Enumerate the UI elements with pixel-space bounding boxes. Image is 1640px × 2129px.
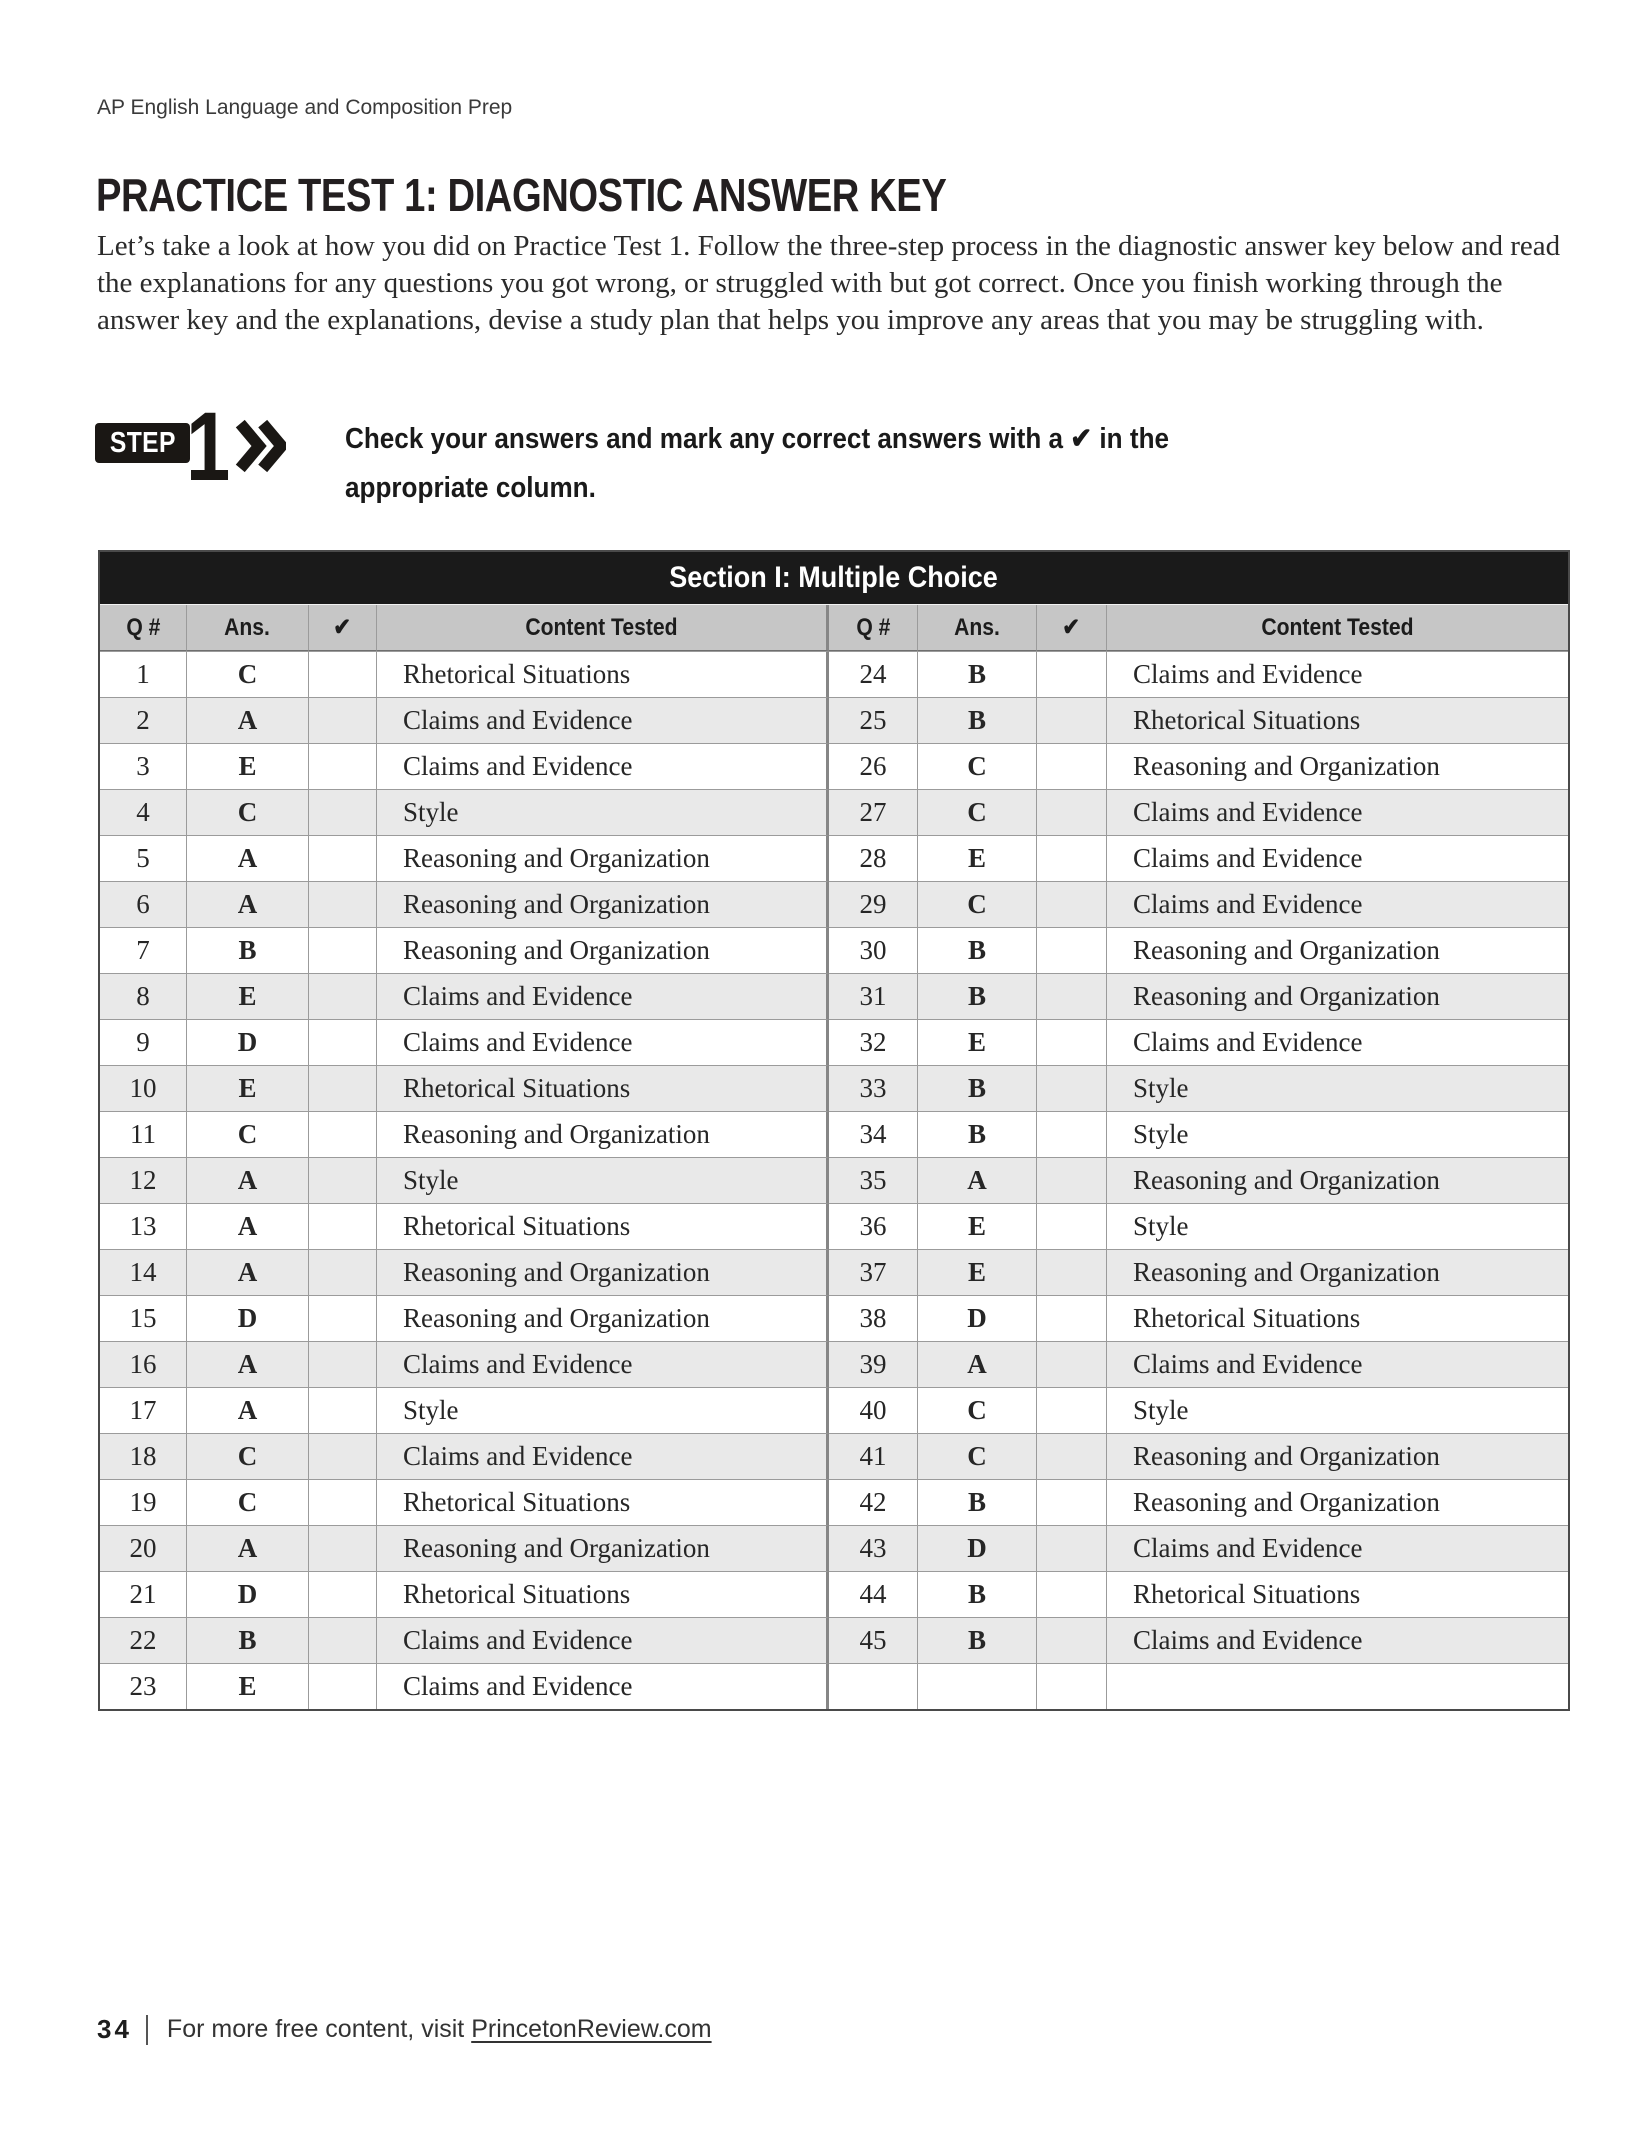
check-cell — [309, 835, 377, 881]
qnum-cell: 26 — [829, 743, 918, 789]
princeton-review-link[interactable]: PrincetonReview.com — [471, 2015, 712, 2043]
answer-cell: B — [918, 973, 1037, 1019]
step-number: 1 — [186, 392, 231, 501]
content-cell: Claims and Evidence — [1107, 651, 1568, 697]
content-cell: Claims and Evidence — [377, 1433, 829, 1479]
qnum-cell: 41 — [829, 1433, 918, 1479]
check-cell — [309, 927, 377, 973]
qnum-cell: 31 — [829, 973, 918, 1019]
qnum-cell: 29 — [829, 881, 918, 927]
qnum-cell: 36 — [829, 1203, 918, 1249]
content-cell: Style — [377, 789, 829, 835]
answer-cell: A — [918, 1157, 1037, 1203]
qnum-cell: 44 — [829, 1571, 918, 1617]
check-cell — [1037, 1571, 1107, 1617]
qnum-cell: 12 — [100, 1157, 187, 1203]
qnum-cell: 38 — [829, 1295, 918, 1341]
content-cell: Rhetorical Situations — [377, 651, 829, 697]
content-cell: Reasoning and Organization — [1107, 1479, 1568, 1525]
content-cell: Reasoning and Organization — [1107, 927, 1568, 973]
answer-cell: A — [187, 1387, 309, 1433]
content-cell: Style — [1107, 1203, 1568, 1249]
check-cell — [309, 881, 377, 927]
content-cell: Claims and Evidence — [377, 1663, 829, 1709]
content-cell: Reasoning and Organization — [377, 927, 829, 973]
qnum-cell: 32 — [829, 1019, 918, 1065]
page-number: 34 — [97, 2014, 132, 2044]
qnum-cell: 1 — [100, 651, 187, 697]
qnum-cell: 10 — [100, 1065, 187, 1111]
check-cell — [309, 1479, 377, 1525]
qnum-cell: 20 — [100, 1525, 187, 1571]
answer-cell: E — [918, 1203, 1037, 1249]
answer-cell: A — [187, 1203, 309, 1249]
content-cell: Claims and Evidence — [1107, 789, 1568, 835]
check-cell — [309, 1571, 377, 1617]
content-cell: Claims and Evidence — [377, 743, 829, 789]
check-cell — [1037, 1157, 1107, 1203]
check-cell — [1037, 881, 1107, 927]
answer-cell: E — [918, 1019, 1037, 1065]
content-cell: Claims and Evidence — [1107, 835, 1568, 881]
intro-line: Let’s take a look at how you did on Practice Test 1. Follow the three-step process in the diagnostic answer key below and read — [97, 230, 1561, 262]
qnum-cell: 13 — [100, 1203, 187, 1249]
check-cell — [309, 789, 377, 835]
check-cell — [309, 651, 377, 697]
qnum-cell: 19 — [100, 1479, 187, 1525]
answer-key-table — [98, 550, 1570, 1711]
header-ans-right: Ans. — [918, 605, 1037, 651]
check-cell — [1037, 743, 1107, 789]
check-cell — [309, 697, 377, 743]
answer-cell: E — [918, 1249, 1037, 1295]
step-badge-label: STEP — [109, 426, 176, 459]
check-cell — [1037, 1295, 1107, 1341]
check-cell — [1037, 1065, 1107, 1111]
check-cell — [1037, 1341, 1107, 1387]
answer-key-grid — [100, 605, 1568, 1709]
answer-cell: B — [918, 1479, 1037, 1525]
answer-cell: D — [187, 1295, 309, 1341]
qnum-cell: 30 — [829, 927, 918, 973]
check-cell — [309, 1617, 377, 1663]
answer-cell: C — [187, 789, 309, 835]
qnum-cell: 21 — [100, 1571, 187, 1617]
check-cell — [1037, 1433, 1107, 1479]
qnum-cell: 7 — [100, 927, 187, 973]
qnum-cell: 3 — [100, 743, 187, 789]
answer-cell: B — [187, 927, 309, 973]
qnum-cell: 34 — [829, 1111, 918, 1157]
page-title-text: PRACTICE TEST 1: DIAGNOSTIC ANSWER KEY — [96, 169, 947, 221]
answer-cell: D — [187, 1571, 309, 1617]
content-cell: Claims and Evidence — [377, 1019, 829, 1065]
answer-cell: D — [918, 1295, 1037, 1341]
check-cell — [1037, 835, 1107, 881]
content-cell: Style — [1107, 1387, 1568, 1433]
content-cell: Style — [377, 1157, 829, 1203]
qnum-cell: 6 — [100, 881, 187, 927]
content-cell: Claims and Evidence — [377, 973, 829, 1019]
check-cell — [309, 973, 377, 1019]
header-check-icon-right: ✔ — [1037, 605, 1107, 651]
answer-cell: A — [187, 881, 309, 927]
answer-cell: E — [187, 973, 309, 1019]
header-content-right: Content Tested — [1107, 605, 1568, 651]
qnum-cell: 4 — [100, 789, 187, 835]
answer-cell: E — [187, 743, 309, 789]
qnum-cell: 22 — [100, 1617, 187, 1663]
content-cell: Rhetorical Situations — [377, 1065, 829, 1111]
answer-cell: E — [187, 1065, 309, 1111]
answer-cell: C — [918, 743, 1037, 789]
header-check-icon-left: ✔ — [309, 605, 377, 651]
check-cell — [1037, 1479, 1107, 1525]
check-cell — [1037, 973, 1107, 1019]
answer-cell: A — [187, 1341, 309, 1387]
check-cell — [1037, 1203, 1107, 1249]
content-cell: Claims and Evidence — [1107, 1019, 1568, 1065]
table-section-title: Section I: Multiple Choice — [669, 561, 999, 594]
content-cell: Reasoning and Organization — [1107, 1249, 1568, 1295]
header-ans-left: Ans. — [187, 605, 309, 651]
qnum-cell: 9 — [100, 1019, 187, 1065]
content-cell: Rhetorical Situations — [1107, 1295, 1568, 1341]
answer-cell: A — [187, 697, 309, 743]
qnum-cell: 24 — [829, 651, 918, 697]
check-cell — [1037, 1019, 1107, 1065]
content-cell: Rhetorical Situations — [377, 1203, 829, 1249]
qnum-cell: 28 — [829, 835, 918, 881]
check-cell — [309, 1157, 377, 1203]
step-badge — [95, 423, 190, 463]
header-qnum-left: Q # — [100, 605, 187, 651]
check-cell — [309, 743, 377, 789]
check-cell — [309, 1341, 377, 1387]
content-cell: Style — [1107, 1065, 1568, 1111]
content-cell: Rhetorical Situations — [1107, 1571, 1568, 1617]
answer-cell: E — [918, 835, 1037, 881]
check-cell — [309, 1295, 377, 1341]
step-instruction-line: appropriate column. — [345, 472, 596, 504]
content-cell: Claims and Evidence — [377, 1341, 829, 1387]
table-section-header — [100, 552, 1568, 605]
answer-cell: D — [918, 1525, 1037, 1571]
answer-cell: B — [918, 1571, 1037, 1617]
answer-cell: C — [918, 1387, 1037, 1433]
check-cell — [1037, 1525, 1107, 1571]
check-cell — [1037, 1617, 1107, 1663]
footer-text: For more free content, visit PrincetonReview.com — [166, 2015, 712, 2043]
content-cell: Rhetorical Situations — [377, 1479, 829, 1525]
check-cell — [1037, 651, 1107, 697]
qnum-cell: 45 — [829, 1617, 918, 1663]
page-title — [96, 168, 1121, 222]
answer-cell: C — [187, 1479, 309, 1525]
double-chevron-right-icon — [234, 416, 286, 481]
qnum-cell: 14 — [100, 1249, 187, 1295]
answer-cell: C — [187, 1433, 309, 1479]
answer-cell: E — [187, 1663, 309, 1709]
content-cell: Claims and Evidence — [1107, 1525, 1568, 1571]
answer-cell: B — [918, 1617, 1037, 1663]
qnum-cell: 25 — [829, 697, 918, 743]
page-footer — [97, 2014, 712, 2045]
answer-cell: A — [187, 1525, 309, 1571]
content-cell: Reasoning and Organization — [1107, 743, 1568, 789]
answer-cell: C — [918, 789, 1037, 835]
check-cell — [309, 1249, 377, 1295]
content-cell: Style — [1107, 1111, 1568, 1157]
intro-paragraph — [97, 228, 1560, 339]
qnum-cell: 43 — [829, 1525, 918, 1571]
answer-cell: A — [187, 1249, 309, 1295]
qnum-cell: 35 — [829, 1157, 918, 1203]
answer-cell: B — [918, 927, 1037, 973]
answer-cell: B — [918, 1111, 1037, 1157]
qnum-cell: 5 — [100, 835, 187, 881]
content-cell — [1107, 1663, 1568, 1709]
check-cell — [309, 1525, 377, 1571]
intro-line: answer key and the explanations, devise a study plan that helps you improve any areas that you may be struggling with. — [97, 304, 1484, 336]
answer-cell: A — [918, 1341, 1037, 1387]
running-header: AP English Language and Composition Prep — [97, 96, 513, 119]
content-cell: Claims and Evidence — [1107, 881, 1568, 927]
content-cell: Rhetorical Situations — [1107, 697, 1568, 743]
qnum-cell: 18 — [100, 1433, 187, 1479]
check-cell — [309, 1203, 377, 1249]
content-cell: Claims and Evidence — [1107, 1341, 1568, 1387]
content-cell: Reasoning and Organization — [377, 835, 829, 881]
qnum-cell: 17 — [100, 1387, 187, 1433]
content-cell: Reasoning and Organization — [1107, 1433, 1568, 1479]
answer-cell — [918, 1663, 1037, 1709]
content-cell: Reasoning and Organization — [377, 1249, 829, 1295]
header-qnum-right: Q # — [829, 605, 918, 651]
step-instruction-line: Check your answers and mark any correct answers with a ✔ in the — [345, 423, 1170, 455]
answer-cell: B — [918, 651, 1037, 697]
check-cell — [309, 1019, 377, 1065]
qnum-cell — [829, 1663, 918, 1709]
qnum-cell: 15 — [100, 1295, 187, 1341]
qnum-cell: 16 — [100, 1341, 187, 1387]
answer-cell: A — [187, 1157, 309, 1203]
qnum-cell: 37 — [829, 1249, 918, 1295]
content-cell: Claims and Evidence — [377, 1617, 829, 1663]
content-cell: Reasoning and Organization — [1107, 973, 1568, 1019]
check-cell — [1037, 927, 1107, 973]
qnum-cell: 39 — [829, 1341, 918, 1387]
qnum-cell: 2 — [100, 697, 187, 743]
step-instruction — [345, 415, 1169, 513]
check-cell — [309, 1111, 377, 1157]
content-cell: Rhetorical Situations — [377, 1571, 829, 1617]
qnum-cell: 40 — [829, 1387, 918, 1433]
answer-cell: C — [918, 1433, 1037, 1479]
qnum-cell: 11 — [100, 1111, 187, 1157]
answer-cell: C — [187, 651, 309, 697]
content-cell: Style — [377, 1387, 829, 1433]
check-cell — [1037, 1111, 1107, 1157]
header-content-left: Content Tested — [377, 605, 829, 651]
answer-cell: C — [918, 881, 1037, 927]
answer-cell: B — [918, 1065, 1037, 1111]
check-cell — [309, 1663, 377, 1709]
check-cell — [1037, 1249, 1107, 1295]
answer-cell: D — [187, 1019, 309, 1065]
content-cell: Claims and Evidence — [377, 697, 829, 743]
content-cell: Claims and Evidence — [1107, 1617, 1568, 1663]
footer-divider — [146, 2015, 148, 2045]
qnum-cell: 8 — [100, 973, 187, 1019]
check-cell — [1037, 1663, 1107, 1709]
check-cell — [309, 1433, 377, 1479]
qnum-cell: 33 — [829, 1065, 918, 1111]
answer-cell: B — [187, 1617, 309, 1663]
content-cell: Reasoning and Organization — [1107, 1157, 1568, 1203]
qnum-cell: 23 — [100, 1663, 187, 1709]
answer-cell: B — [918, 697, 1037, 743]
content-cell: Reasoning and Organization — [377, 1295, 829, 1341]
answer-cell: A — [187, 835, 309, 881]
content-cell: Reasoning and Organization — [377, 881, 829, 927]
check-cell — [309, 1065, 377, 1111]
check-cell — [1037, 789, 1107, 835]
check-cell — [1037, 1387, 1107, 1433]
content-cell: Reasoning and Organization — [377, 1111, 829, 1157]
qnum-cell: 27 — [829, 789, 918, 835]
intro-line: the explanations for any questions you got wrong, or struggled with but got correct. Once you finish working through the — [97, 267, 1503, 299]
check-cell — [1037, 697, 1107, 743]
answer-cell: C — [187, 1111, 309, 1157]
check-cell — [309, 1387, 377, 1433]
qnum-cell: 42 — [829, 1479, 918, 1525]
content-cell: Reasoning and Organization — [377, 1525, 829, 1571]
